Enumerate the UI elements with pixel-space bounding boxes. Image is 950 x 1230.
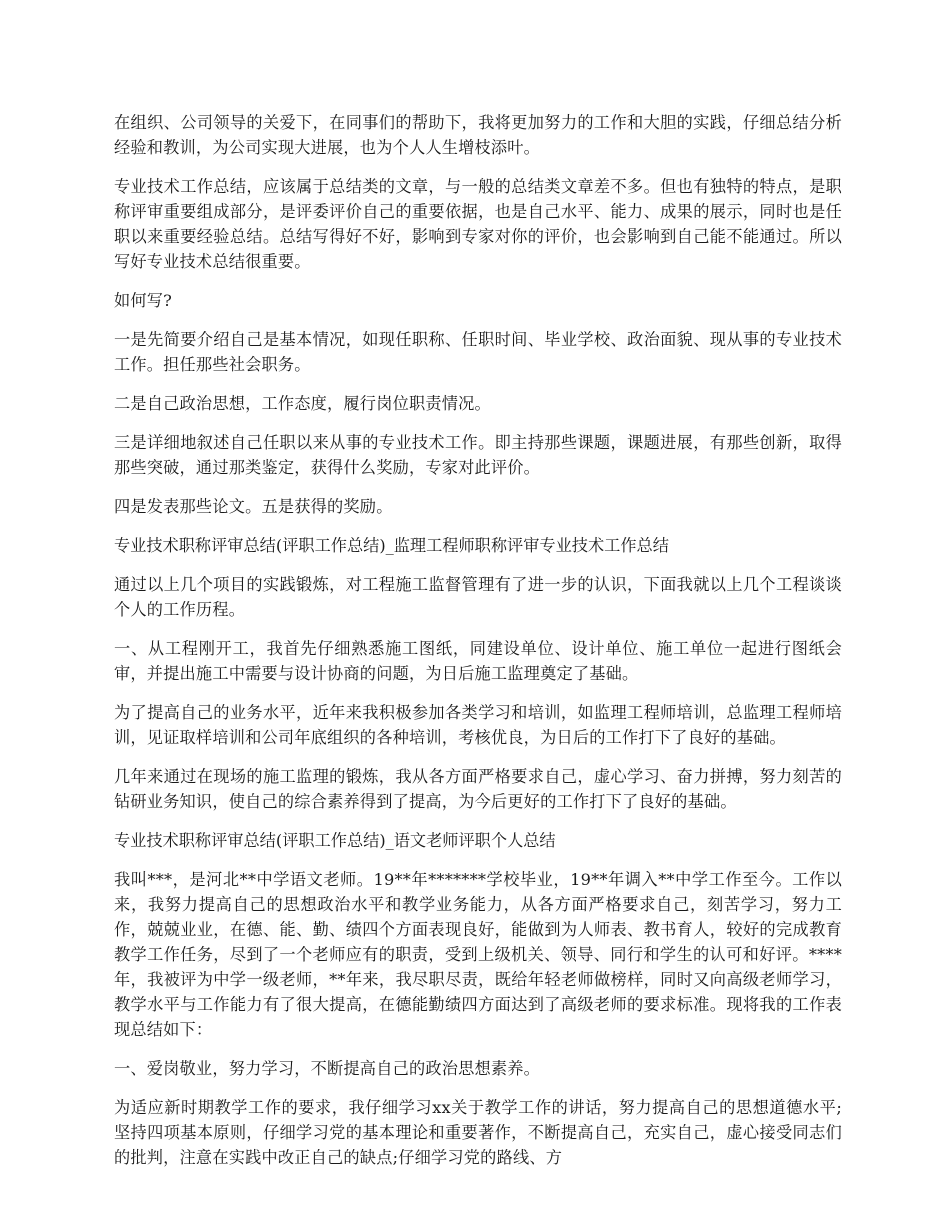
paragraph-supervisor-training: 为了提高自己的业务水平，近年来我积极参加各类学习和培训，如监理工程师培训，总监理工程师培训，见证取样培训和公司年底组织的各种培训，考核优良，为日后的工作打下了良好的基础。: [114, 703, 842, 747]
section-heading-supervisor: 专业技术职称评审总结(评职工作总结)_监理工程师职称评审专业技术工作总结: [114, 536, 669, 555]
paragraph-point-two: 二是自己政治思想，工作态度，履行岗位职责情况。: [114, 394, 491, 413]
paragraph-point-three: 三是详细地叙述自己任职以来从事的专业技术工作。即主持那些课题，课题进展，有那些创新，取得那些突破，通过那类鉴定，获得什么奖励，专家对此评价。: [114, 433, 842, 477]
paragraph-supervisor-intro: 通过以上几个项目的实践锻炼，对工程施工监督管理有了进一步的认识，下面我就以上几个工程谈谈个人的工作历程。: [114, 575, 842, 619]
paragraph-summary-intro: 专业技术工作总结，应该属于总结类的文章，与一般的总结类文章差不多。但也有独特的特点，是职称评审重要组成部分，是评委评价自己的重要依据，也是自己水平、能力、成果的展示，同时也是任职以来重要经验总结。总结写得好不好，影响到专家对你的评价，也会影响到自己能不能通过。所以写好专业技术总结很重要。: [114, 177, 842, 271]
paragraph-teacher-study: 为适应新时期教学工作的要求，我仔细学习xx关于教学工作的讲话，努力提高自己的思想道德水平;坚持四项基本原则，仔细学习党的基本理论和重要著作，不断提高自己，充实自己，虚心接受同志们的批判，注意在实践中改正自己的缺点;仔细学习党的路线、方: [114, 1098, 842, 1167]
paragraph-teacher-point-one: 一、爱岗敬业，努力学习，不断提高自己的政治思想素养。: [114, 1059, 541, 1078]
paragraph-teacher-intro: 我叫***，是河北**中学语文老师。19**年*******学校毕业，19**年调入**中学工作至今。工作以来，我努力提高自己的思想政治水平和教学业务能力，从各方面严格要求自己，刻苦学习，努力工作，兢兢业业，在德、能、勤、绩四个方面表现良好，能做到为人师表、教书育人，较好的完成教育教学工作任务，尽到了一个老师应有的职责，受到上级机关、领导、同行和学生的认可和好评。****年，我被评为中学一级老师，**年来，我尽职尽责，既给年轻老师做榜样，同时又向高级老师学习，教学水平与工作能力有了很大提高，在德能勤绩四方面达到了高级老师的要求标准。现将我的工作表现总结如下：: [114, 870, 842, 1039]
document-page: [114, 110, 842, 1184]
paragraph-supervisor-growth: 几年来通过在现场的施工监理的锻炼，我从各方面严格要求自己，虚心学习、奋力拼搏，努力刻苦的钻研业务知识，使自己的综合素养得到了提高，为今后更好的工作打下了良好的基础。: [114, 767, 842, 811]
section-heading-teacher: 专业技术职称评审总结(评职工作总结)_语文老师评职个人总结: [114, 831, 556, 850]
paragraph-supervisor-one: 一、从工程刚开工，我首先仔细熟悉施工图纸，同建设单位、设计单位、施工单位一起进行图纸会审，并提出施工中需要与设计协商的问题，为日后施工监理奠定了基础。: [114, 639, 842, 683]
paragraph-point-one: 一是先简要介绍自己是基本情况，如现任职称、任职时间、毕业学校、政治面貌、现从事的专业技术工作。担任那些社会职务。: [114, 330, 842, 374]
paragraph-closing-statement: 在组织、公司领导的关爱下，在同事们的帮助下，我将更加努力的工作和大胆的实践，仔细总结分析经验和教训，为公司实现大进展，也为个人人生增枝添叶。: [114, 113, 842, 157]
paragraph-how-to-write: 如何写?: [114, 291, 173, 310]
paragraph-point-four-five: 四是发表那些论文。五是获得的奖励。: [114, 497, 393, 516]
